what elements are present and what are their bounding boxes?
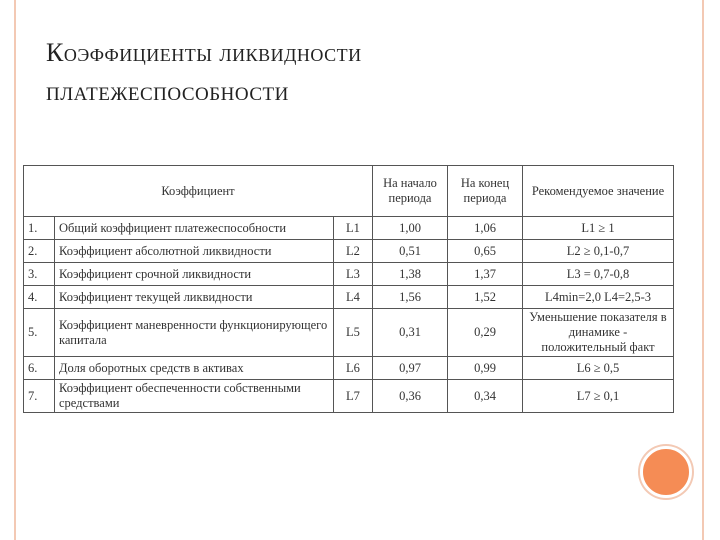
row-end-value: 1,37 — [448, 263, 523, 286]
row-name: Коэффициент обеспеченности собственными средствами — [55, 380, 334, 413]
header-end: На конец периода — [448, 166, 523, 217]
row-number: 7. — [24, 380, 55, 413]
table-row — [24, 357, 674, 380]
row-end-value: 1,06 — [448, 217, 523, 240]
title-line-2: ПЛАТЕЖЕСПОСОБНОСТИ — [46, 84, 289, 105]
table-row — [24, 286, 674, 309]
row-code: L5 — [334, 309, 373, 357]
row-end-value: 0,34 — [448, 380, 523, 413]
row-number: 3. — [24, 263, 55, 286]
row-number: 4. — [24, 286, 55, 309]
table-row — [24, 263, 674, 286]
row-recommended: L4min=2,0 L4=2,5-3 — [523, 286, 674, 309]
row-code: L7 — [334, 380, 373, 413]
row-start-value: 0,31 — [373, 309, 448, 357]
right-frame-line — [702, 0, 704, 540]
left-frame-line — [14, 0, 16, 540]
row-end-value: 0,99 — [448, 357, 523, 380]
decorative-orange-circle — [640, 446, 692, 498]
table-row — [24, 380, 674, 413]
row-number: 1. — [24, 217, 55, 240]
row-recommended: L2 ≥ 0,1-0,7 — [523, 240, 674, 263]
row-recommended: L3 = 0,7-0,8 — [523, 263, 674, 286]
row-recommended: L7 ≥ 0,1 — [523, 380, 674, 413]
row-number: 2. — [24, 240, 55, 263]
row-name: Коэффициент срочной ликвидности — [55, 263, 334, 286]
header-start: На начало периода — [373, 166, 448, 217]
table-row — [24, 240, 674, 263]
header-coefficient: Коэффициент — [24, 166, 373, 217]
row-recommended: L1 ≥ 1 — [523, 217, 674, 240]
row-start-value: 0,97 — [373, 357, 448, 380]
liquidity-table — [23, 165, 674, 413]
row-name: Коэффициент абсолютной ликвидности — [55, 240, 334, 263]
row-start-value: 0,51 — [373, 240, 448, 263]
row-start-value: 1,38 — [373, 263, 448, 286]
row-start-value: 1,56 — [373, 286, 448, 309]
row-code: L4 — [334, 286, 373, 309]
row-name: Коэффициент маневренности функционирующего капитала — [55, 309, 334, 357]
row-end-value: 0,29 — [448, 309, 523, 357]
table-row — [24, 217, 674, 240]
row-number: 6. — [24, 357, 55, 380]
row-start-value: 0,36 — [373, 380, 448, 413]
row-name: Коэффициент текущей ликвидности — [55, 286, 334, 309]
table-header-row — [24, 166, 674, 217]
row-start-value: 1,00 — [373, 217, 448, 240]
row-recommended: L6 ≥ 0,5 — [523, 357, 674, 380]
title-line-1: Коэффициенты ликвидности — [46, 38, 362, 67]
row-code: L1 — [334, 217, 373, 240]
row-end-value: 0,65 — [448, 240, 523, 263]
row-name: Общий коэффициент платежеспособности — [55, 217, 334, 240]
table-row — [24, 309, 674, 357]
row-code: L3 — [334, 263, 373, 286]
row-code: L2 — [334, 240, 373, 263]
row-name: Доля оборотных средств в активах — [55, 357, 334, 380]
slide-title — [46, 38, 362, 106]
header-recommended: Рекомендуемое значение — [523, 166, 674, 217]
row-number: 5. — [24, 309, 55, 357]
row-recommended: Уменьшение показателя в динамике - положительный факт — [523, 309, 674, 357]
row-end-value: 1,52 — [448, 286, 523, 309]
row-code: L6 — [334, 357, 373, 380]
